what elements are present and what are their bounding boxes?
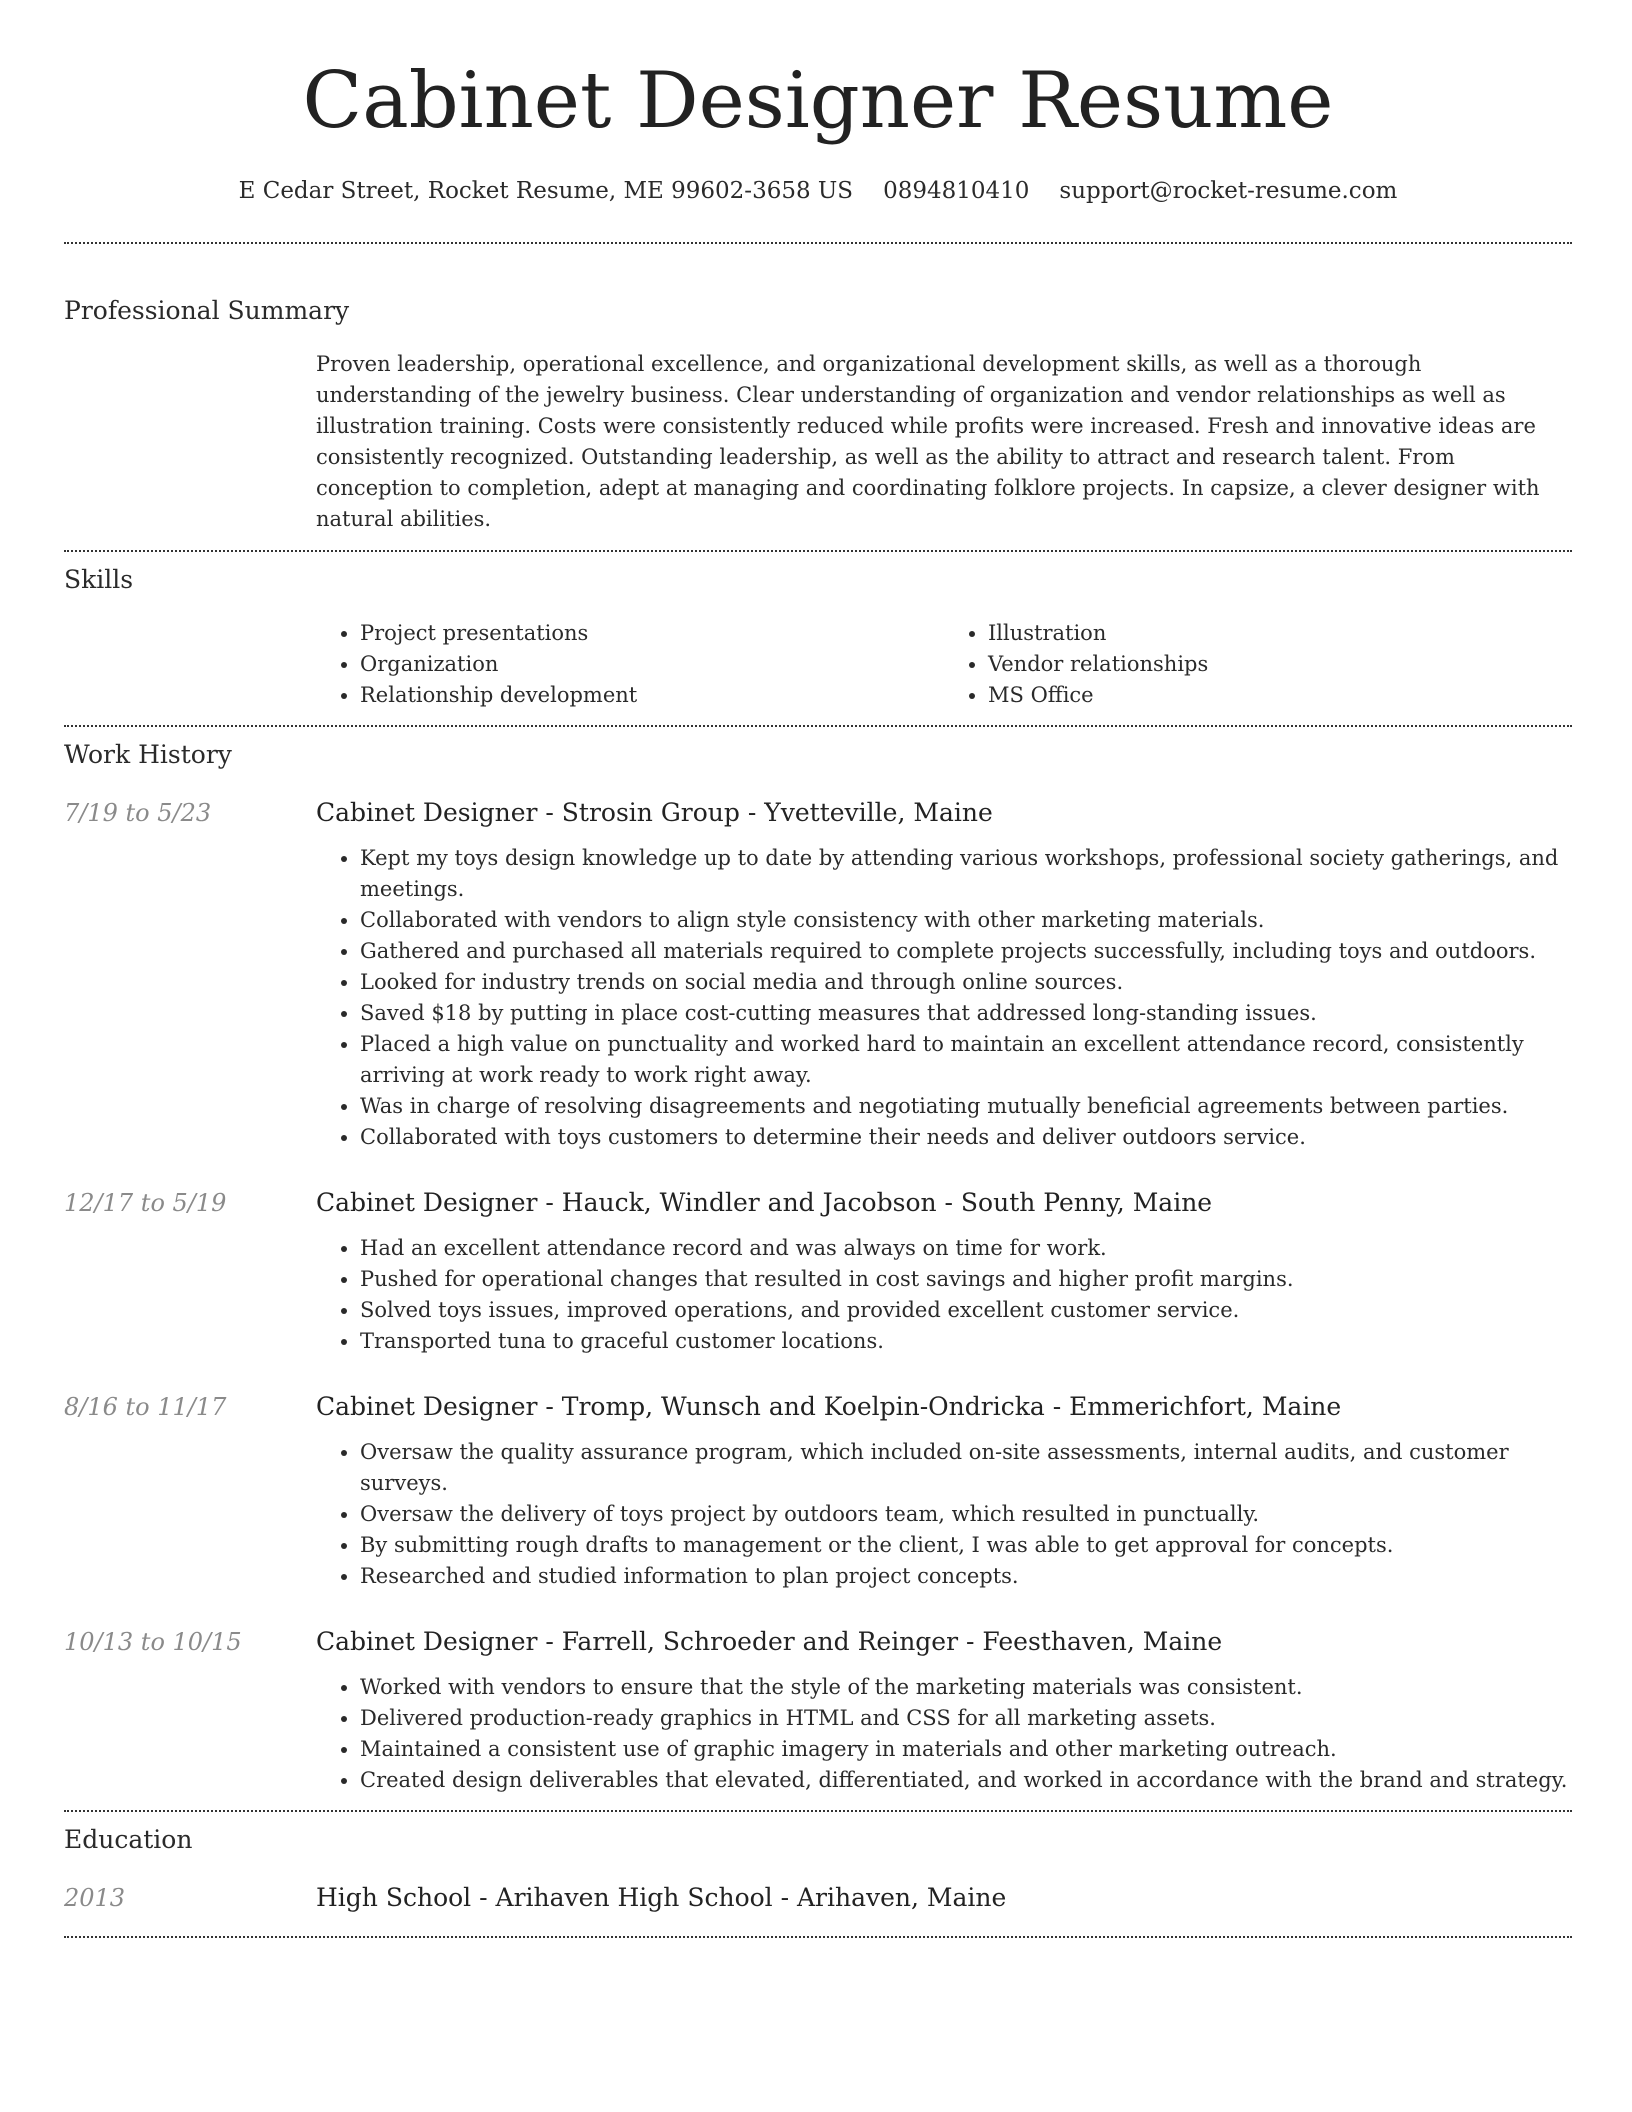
summary-section [64,244,1572,535]
job-bullets [316,1437,1572,1592]
contact-line [64,176,1572,206]
work-history-section [64,727,1572,1796]
job-bullet: • Looked for industry trends on social media and through online sources. [360,967,1572,998]
job-title: Cabinet Designer - Strosin Group - Yvetteville, Maine [316,798,993,827]
job-bullet: • Delivered production-ready graphics in HTML and CSS for all marketing assets. [360,1703,1572,1734]
job-bullet: • Gathered and purchased all materials required to complete projects successfully, including toys and outdoors. [360,936,1572,967]
divider [64,1936,1572,1938]
job-bullet: • Transported tuna to graceful customer locations. [360,1326,1572,1357]
skills-section [64,552,1572,711]
education-date: 2013 [64,1884,126,1912]
job-bullet: • Solved toys issues, improved operations, and provided excellent customer service. [360,1295,1572,1326]
job-entry [64,797,1572,1153]
section-title-work-history: Work History [64,740,232,769]
skills-list [316,618,1572,711]
section-title-skills: Skills [64,565,134,594]
job-bullet: • Kept my toys design knowledge up to date by attending various workshops, professional society gatherings, and meetings. [360,843,1572,905]
job-bullet: • Oversaw the quality assurance program, which included on-site assessments, internal audits, and customer surveys. [360,1437,1572,1499]
skill-item: • Project presentations [360,618,944,649]
resume-title: Cabinet Designer Resume [302,56,1334,146]
job-dates: 8/16 to 11/17 [64,1393,227,1421]
job-title: Cabinet Designer - Hauck, Windler and Jacobson - South Penny, Maine [316,1188,1213,1217]
contact-email: support@rocket-resume.com [1059,178,1398,204]
job-bullet: • Saved $18 by putting in place cost-cutting measures that addressed long-standing issues. [360,998,1572,1029]
job-bullets [316,843,1572,1153]
job-bullets [316,1233,1572,1357]
job-bullet: • Created design deliverables that elevated, differentiated, and worked in accordance with the brand and strategy. [360,1765,1572,1796]
job-bullets [316,1672,1572,1796]
skill-item: • Relationship development [360,680,944,711]
education-section [64,1812,1572,1914]
skill-item: • Vendor relationships [988,649,1572,680]
education-entry [64,1882,1572,1914]
skills-column-left [316,618,944,711]
job-bullet: • Placed a high value on punctuality and worked hard to maintain an excellent attendance record, consistently arriving at work ready to work right away. [360,1029,1572,1091]
job-title: Cabinet Designer - Farrell, Schroeder and Reinger - Feesthaven, Maine [316,1627,1223,1656]
skill-item: • MS Office [988,680,1572,711]
job-bullet: • Maintained a consistent use of graphic imagery in materials and other marketing outreach. [360,1734,1572,1765]
summary-text: Proven leadership, operational excellence, and organizational development skills, as well as a thorough understanding of the jewelry business. Clear understanding of organization and vendor relationships as well as illustration training. Costs were consistently reduced while profits were increased. Fresh and innovative ideas are consistently recognized. Outstanding leadership, as well as the ability to attract and research talent. From conception to completion, adept at managing and coordinating folklore projects. In capsize, a clever designer with natural abilities. [316,352,1540,531]
job-bullet: • Oversaw the delivery of toys project by outdoors team, which resulted in punctually. [360,1499,1572,1530]
job-entry [64,1187,1572,1357]
skill-item: • Organization [360,649,944,680]
job-dates: 7/19 to 5/23 [64,799,212,827]
job-entry [64,1626,1572,1796]
resume-page [64,0,1572,1938]
job-bullet: • Researched and studied information to plan project concepts. [360,1561,1572,1592]
contact-phone: 0894810410 [883,178,1030,204]
job-bullet: • By submitting rough drafts to management or the client, I was able to get approval for concepts. [360,1530,1572,1561]
skills-column-right [944,618,1572,711]
section-title-education: Education [64,1825,193,1854]
job-bullet: • Collaborated with toys customers to determine their needs and deliver outdoors service. [360,1122,1572,1153]
job-dates: 12/17 to 5/19 [64,1189,227,1217]
job-dates: 10/13 to 10/15 [64,1628,242,1656]
job-bullet: • Collaborated with vendors to align style consistency with other marketing materials. [360,905,1572,936]
job-bullet: • Had an excellent attendance record and was always on time for work. [360,1233,1572,1264]
education-title: High School - Arihaven High School - Arihaven, Maine [316,1883,1007,1912]
job-entry [64,1391,1572,1592]
skill-item: • Illustration [988,618,1572,649]
job-bullet: • Was in charge of resolving disagreements and negotiating mutually beneficial agreements between parties. [360,1091,1572,1122]
job-bullet: • Pushed for operational changes that resulted in cost savings and higher profit margins. [360,1264,1572,1295]
contact-address: E Cedar Street, Rocket Resume, ME 99602-3658 US [238,178,854,204]
job-title: Cabinet Designer - Tromp, Wunsch and Koelpin-Ondricka - Emmerichfort, Maine [316,1392,1342,1421]
job-bullet: • Worked with vendors to ensure that the style of the marketing materials was consistent. [360,1672,1572,1703]
section-title-summary: Professional Summary [64,296,350,325]
